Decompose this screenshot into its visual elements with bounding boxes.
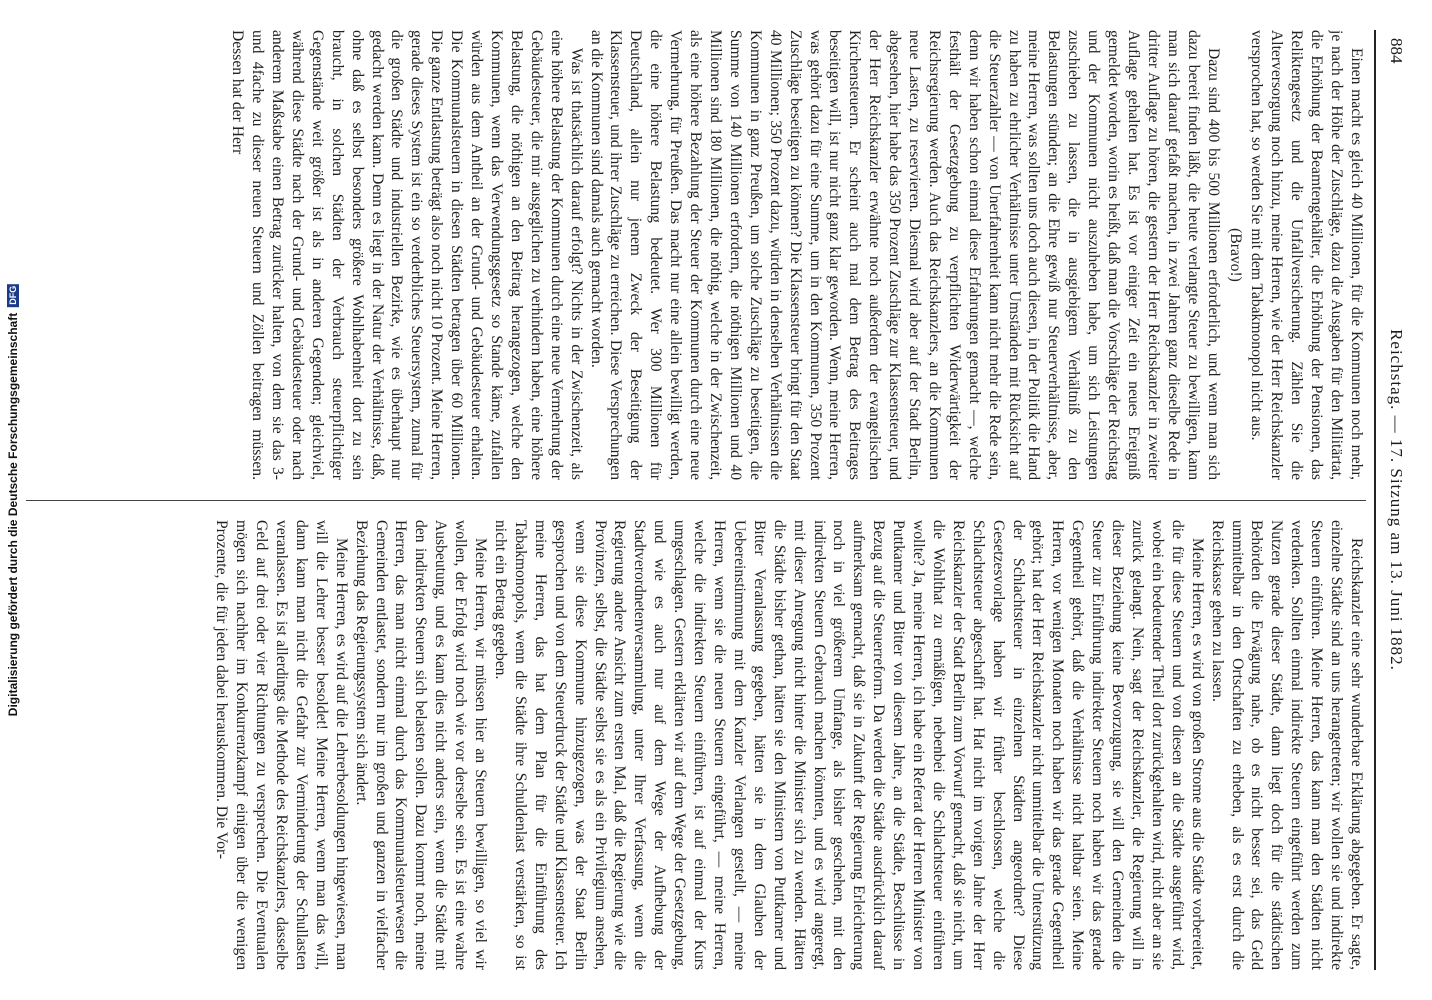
left-column bbox=[26, 30, 1366, 480]
page-number: 884 bbox=[1387, 38, 1406, 64]
footer-text: Digitalisierung gefördert durch die Deutsche Forschungsgemeinschaft bbox=[6, 312, 20, 717]
paragraph: Meine Herren, es wird von großen Strome aus die Städte vorbereitet, die für diese Steuern und von diesen an die Städte ausgeführt wird, wobei ein bedeutender Theil dort zurückgehalten wird, nicht aber an sie zurück gelangt. Nein, sagt der Reichskanzler, die Regierung will in dieser Beziehung keine Bevorzugung, sie will den Gemeinden die Steuer zur Einführung indirekter Steuern noch haben wir das gerade Gegentheil gehört, daß die Verhältnisse nicht haltbar seien. Meine Herren, vor wenigen Monaten noch haben wir das gerade Gegentheil gehört; hat der Herr Reichskanzler nicht unmittelbar die Unterstützung der Schlachtsteuer in einzelnen Städten angeordnet? Diese Gesetzesvorlage haben wir früher beschlossen, welche die Schlachtsteuer abgeschafft hat. Hat nicht im vorigen Jahre der Herr Reichskanzler der Stadt Berlin zum Vorwurf gemacht, daß sie nicht, um die Wohlthat zu ermäßigen, nebenbei die Schlachtsteuer einführen wollte? Ja, meine Herren, ich habe ein Referat der Herren Minister von Puttkamer und Bitter von diesem Jahre, an die Städte, Beschlüsse in Bezug auf die Steuerreform. Da werden die Städte ausdrücklich darauf aufmerksam gemacht, daß sie in Zukunft der Regierung Erleichterung noch in viel größerem Umfange, als bisher geschehen, mit den indirekten Steuern Gebrauch machen könnten, und es wird angeregt, mit dieser Anregung nicht hinter die Minister sich zu wenden. Hätten die Städte bisher gethan, hätten sie den Ministern von Puttkamer und Bitter Veranlassung gegeben, hätten sie in dem Glauben der Uebereinstimmung mit dem Kanzler Verlangen gestellt, — meine Herren, wenn sie die neuen Steuern eingeführt, — meine Herren, welche die indirekten Steuern einführen, ist auf einmal der Kurs umgeschlagen. Gestern erklärten wir auf dem Wege der Gesetzgebung, und wie es auch nur auf dem Wege der Aufhebung der Stadtverordnetenversammlung, unter Ihrer Verfassung, wenn die Regierung andere Ansicht zum ersten Mal, daß die Regierung wie die Provinzen, selbst, die Städte selbst sie es als ein Privilegium ansehen, wenn sie diese Kommune hinzugezogen, was der Staat Berlin gesprochen und von dem Steuerdruck der Städte und Klassensteuer. Ich meine Herren, das hat dem Plan für die Einführung des Tabakmonopols, wenn die Städte ihre Schuldenlast verstärken, so ist nicht ein Betrag gegeben. bbox=[492, 520, 1206, 970]
right-column bbox=[26, 520, 1366, 970]
dfg-logo: DFG bbox=[8, 285, 18, 305]
page-header bbox=[1374, 30, 1416, 970]
digitization-footer bbox=[0, 0, 26, 1000]
column-divider bbox=[26, 500, 1366, 501]
paragraph: Reichskanzler eine sehr wunderbare Erklärung abgegeben. Er sagte, einzelne Städte sind an uns herangetreten; wir wollen sie und indirekte Steuern einführen. Meine Herren, das kann man den Städten nicht verdenken. Sollten einmal indirekte Steuern eingeführt werden zum Nutzen gerade dieser Städte, dann liegt doch für die städtischen Behörden die Erwägung nahe, ob es nicht besser sei, das Geld ummittelbar in den Ortschaften zu erheben, als es erst durch die Reichskasse gehen zu lassen. bbox=[1208, 520, 1365, 970]
running-title: Reichstag. — 17. Sitzung am 13. Juni 1882. bbox=[1387, 329, 1406, 671]
paragraph: Meine Herren, wir müssen hier an Steuern bewilligen, so viel wir wollen, der Erfolg wird noch wie vor derselbe sein. Es ist eine wahre Ausbeutung, und es kann dies nicht anders sein, wenn die Städte mit den indirekten Steuern sich belasten sollen. Dazu kommt noch, meine Herren, das man nicht einmal durch das Kommunalsteuerwesen die Gemeinden entlastet, sondern nur im großen und ganzen in vielfacher Beziehung das Regierungssystem sich ändert. bbox=[352, 520, 490, 970]
paragraph: Meine Herren, es wird auf die Lehrerbesoldungen hingewiesen, man will die Lehrer besser besoldet! Meine Herren, wenn man das will, dann kann man nicht die Gefahr zur Verminderung der Schullasten veranlassen. Es ist allerdings die Methode des Reichskanzlers, dasselbe Geld auf drei oder vier Richtungen zu versprechen. Die Eventualen mögen sich nachher im Konkurrenzkampf einigen über die wenigen Prozente, die für jeden dabei herauskommen. Die Vor- bbox=[213, 520, 350, 970]
paragraph: Was ist thatsächlich darauf erfolgt? Nichts in der Zwischenzeit, als eine höhere Belastung der Kommunen durch eine neue Vermehrung der Gebäudesteuer, die mir ausgeglichen zu verhindern haben, eine höhere Belastung, die nöthigen an den Beitrag herangezogen, welche den Kommunen, wenn das Verwendungsgesetz so Stande käme, zufallen würden aus dem Antheil an der Grund- und Gebäudesteuer erhalten. Die Kommunalsteuern in diesen Städten betragen über 60 Millionen. Die ganze Entlastung beträgt also noch nicht 10 Prozent. Meine Herren, gerade dieses System ist ein so verderbliches Steuersystem, zumal für die großen Städte und industriellen Bezirke, wie es überhaupt nur gedacht werden kann. Denn es liegt in der Natur der Verhältnisse, daß, ohne daß es selbst besonders größere Wohlhabenheit dort zu sein braucht, in solchen Städten der Verbrauch steuerpflichtiger Gegenstände weit größer ist als in anderen Gegenden; gleichviel, während diese Städte nach der Grund- und Gebäudesteuer oder nach anderem Maßstabe einen Betrag zurücker halten, von dem sie das 3- und 4fache zu dieser neuen Steuern und Zöllen beitragen müssen. Dessen hat der Herr bbox=[229, 30, 585, 480]
footer-caption bbox=[6, 284, 20, 716]
paragraph: Einen macht es gleich 40 Millionen, für die Kommunen noch mehr, je nach der Höhe der Zuschläge, dazu die Ausgaben für den Militärtat, die Erhöhung der Beamtengehälter, die Erhöhung der Pensionen, das Reliktengesetz und die Unfallversicherung. Zählen Sie die Alterversorgung noch hinzu, meine Herren, wie der Herr Reichskanzler versprochen hat, so werden Sie mit dem Tabakmonopol nicht aus. bbox=[1248, 30, 1365, 480]
rotated-page bbox=[16, 30, 1416, 970]
paragraph: Dazu sind 400 bis 500 Millionen erforderlich, und wenn man sich dazu bereit finden läßt, die heute verlangte Steuer zu bewilligen, kann man sich darauf gefaßt machen, in zwei Jahren ganz dieselbe Rede in dritter Auflage zu hören, die gestern der Herr Reichskanzler in zweiter Auflage gehalten hat. Es ist vor einiger Zeit ein neues Ereigniß gemeldet worden, worin es heißt, daß man die Vorschläge der Reichstag und der Kommunen nicht auszuheben habe, um sich Leistungen zuschieben zu lassen, die in ausgiebigem Verhältniß zu den Belastungen stünden; an die Ehre gewiß nur Steuerverhältnisse, aber, meine Herren, was sollten uns doch auch diesen, in der Politik die Hand zu haben zu ehrlicher Verhältnisse unter Umständen mit Rücksicht auf die Steuerzahler — von Unerfahrenheit kann nicht mehr die Rede sein, denn wir haben schon einmal diese Erfahrungen gemacht —, welche festhält der Gesetzgebung zu verpflichten Widerwärtigkeit der Reichsregierung werden. Auch das Reichskanzlers, an die Kommunen neue Lasten, zu reservieren. Diesmal wird aber auf der Stadt Berlin, abgesehen, hier habe das 350 Prozent Zuschläge zur Klassensteuer, und der Herr Reichskanzler erwähnte noch außerdem der evangelischen Kirchensteuern. Er scheint auch mal dem Betrag des Beitrages beseitigen will, ist nur nicht ganz klar geworden. Wenn, meine Herren, was gehört dazu für eine Summe, um in den Kommunen, 350 Prozent Zuschläge beseitigen zu können? Die Klassensteuer bringt für den Staat 40 Millionen; 350 Prozent dazu, würden in denselben Verhältnissen die Kommunen in ganz Preußen, um solche Zuschläge zu beseitigen, die Summe von 140 Millionen erfordern, die nöthigen Millionen und 40 Millionen sind 180 Millionen, die nöthig, welche in der Zwischenzeit, als eine höhere Bezahlung der Steuer der Kommunen durch eine neue Vermehrung, für Preußen. Das macht nur eine allein bewilligt werden, die eine höhere Belastung bedeutet. Wer 300 Millionen für Deutschland, allein nur jenem Zweck der Beseitigung der Klassensteuer, und ihrer Zuschläge zu erreichen. Diese Versprechungen an die Kommunen sind damals auch gemacht worden. bbox=[587, 30, 1222, 480]
interjection: (Bravo!) bbox=[1226, 228, 1244, 282]
